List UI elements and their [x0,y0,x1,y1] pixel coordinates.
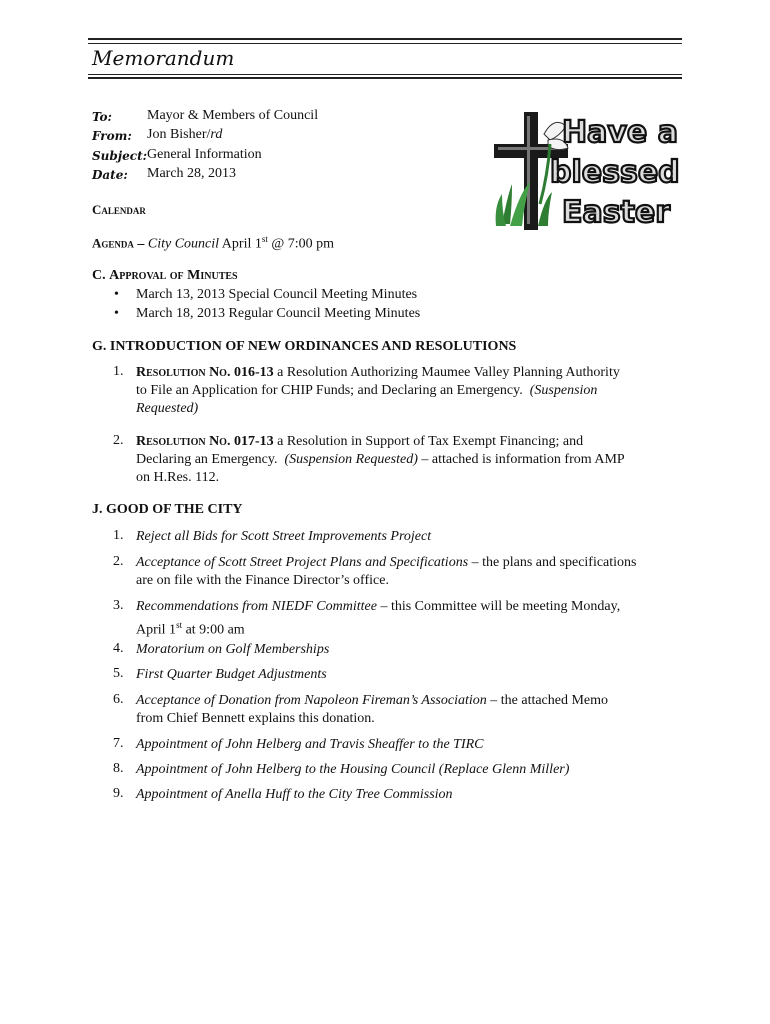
easter-clipart [488,104,680,234]
agenda-body: City Council [147,236,220,252]
agenda-line: Agenda – City Council April 1st @ 7:00 pm [92,234,335,252]
header-rule [88,43,682,44]
subject-label: Subject: [92,149,148,163]
section-c-heading: C. Approval of Minutes [92,268,238,283]
from-label: From: [92,129,132,143]
memo-title: Memorandum [92,46,235,70]
header-rule [88,38,682,40]
resolution-label: Resolution No. 016-13 [136,365,274,380]
date-value: March 28, 2013 [147,166,237,181]
subject-value: General Information [147,147,262,162]
svg-text:blessed: blessed [550,155,680,190]
resolution-label: Resolution No. 017-13 [136,434,274,449]
section-g-heading: G. INTRODUCTION OF NEW ORDINANCES AND RESOLUTIONS [92,339,517,354]
agenda-label: Agenda [92,235,134,251]
header-rule [88,74,682,75]
section-j-heading: J. GOOD OF THE CITY [92,502,243,517]
date-label: Date: [92,168,128,182]
calendar-heading: Calendar [92,202,146,217]
to-label: To: [92,110,112,124]
header-rule [88,77,682,79]
from-value: Jon Bisher/rd [147,127,223,142]
to-value: Mayor & Members of Council [147,108,319,123]
svg-text:Have a: Have a [562,115,678,150]
svg-text:Easter: Easter [562,195,671,230]
